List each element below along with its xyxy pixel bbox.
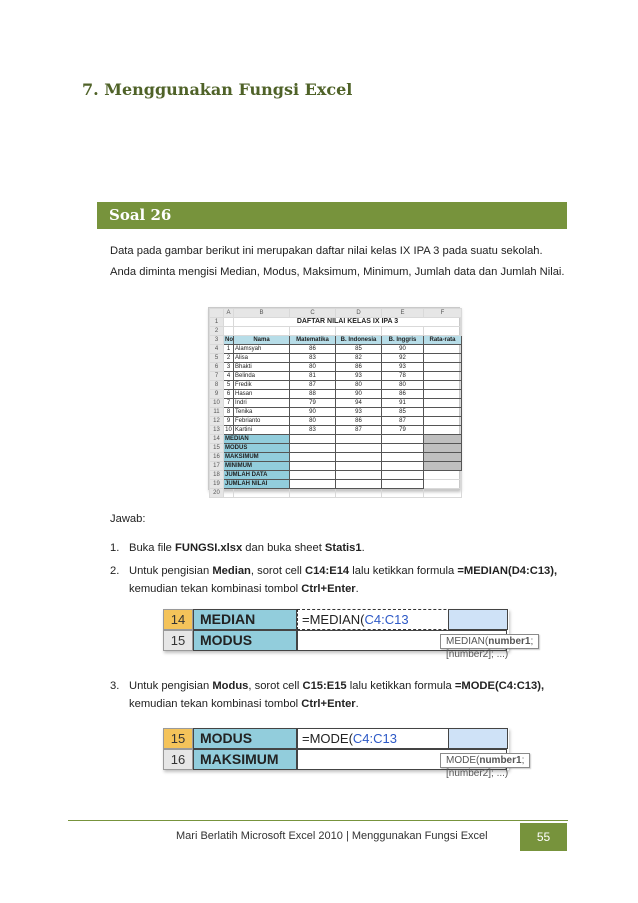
row-number: 8 — [210, 381, 224, 390]
cell-inggris: 85 — [382, 408, 424, 417]
row-number: 16 — [163, 749, 193, 770]
cell-no: 2 — [224, 354, 234, 363]
stat-value-cell — [336, 480, 382, 489]
stat-value-cell — [336, 444, 382, 453]
stat-value-cell — [336, 471, 382, 480]
stat-value-cell — [336, 435, 382, 444]
stat-row — [210, 453, 462, 462]
cell-indonesia: 80 — [336, 381, 382, 390]
stat-label: JUMLAH DATA — [224, 471, 290, 480]
cell-inggris: 91 — [382, 399, 424, 408]
cell-nama: Alamsyah — [234, 345, 290, 354]
stat-value-cell — [290, 462, 336, 471]
cell-indonesia: 82 — [336, 354, 382, 363]
row-number: 15 — [210, 444, 224, 453]
cell-indonesia: 87 — [336, 426, 382, 435]
cell-inggris: 80 — [382, 381, 424, 390]
cell-indonesia: 86 — [336, 363, 382, 372]
stat-value-cell — [290, 471, 336, 480]
stat-label: MODUS — [224, 444, 290, 453]
sheet-title: DAFTAR NILAI KELAS IX IPA 3 — [234, 318, 462, 327]
cell-no: 10 — [225, 427, 232, 433]
formula-cell — [297, 749, 525, 779]
median-label-cell: MEDIAN — [193, 609, 297, 630]
stat-label: MEDIAN — [224, 435, 290, 444]
cell-no: 4 — [224, 372, 234, 381]
header-inggris: B. Inggris — [382, 336, 424, 345]
rata-rata-stat-cell — [424, 462, 462, 471]
rata-rata-stat-cell — [424, 444, 462, 453]
cell-indonesia: 94 — [336, 399, 382, 408]
median-formula-cell: =MEDIAN(C4:C13 — [297, 609, 507, 630]
cell-no: 5 — [224, 381, 234, 390]
cell-no: 9 — [224, 417, 234, 426]
stat-value-cell — [336, 462, 382, 471]
cell-rata-rata — [424, 345, 462, 354]
cell-matematika: 88 — [290, 390, 336, 399]
row-number: 7 — [210, 372, 224, 381]
corner-cell — [210, 309, 224, 318]
stat-row — [210, 471, 462, 480]
column-letters-row — [210, 309, 462, 318]
table-row — [210, 372, 462, 381]
stat-value-cell — [382, 462, 424, 471]
maksimum-label-cell: MAKSIMUM — [193, 749, 297, 770]
stat-label: JUMLAH NILAI — [224, 480, 290, 489]
cell-rata-rata — [424, 390, 462, 399]
cell-matematika: 83 — [290, 426, 336, 435]
selected-range-cell — [448, 609, 508, 630]
step-3: 3. Untuk pengisian Modus, sorot cell C15:E15 lalu ketikkan formula =MODE(C4:C13), kemudian tekan kombinasi tombol Ctrl+Enter. — [110, 680, 545, 710]
table-row — [210, 345, 462, 354]
col-letter: E — [382, 309, 424, 318]
jawab-label: Jawab: — [110, 513, 146, 525]
stat-row — [210, 444, 462, 453]
row-number: 14 — [210, 435, 224, 444]
cell-matematika: 80 — [290, 363, 336, 372]
table-row — [210, 354, 462, 363]
modus-label-cell: MODUS — [193, 728, 297, 749]
stat-value-cell — [336, 453, 382, 462]
cell-indonesia: 90 — [336, 390, 382, 399]
stat-row — [210, 462, 462, 471]
cell-indonesia: 93 — [336, 372, 382, 381]
cell-no: 8 — [224, 408, 234, 417]
row-number: 17 — [210, 462, 224, 471]
cell-rata-rata — [424, 372, 462, 381]
cell-nama: Bhakti — [234, 363, 290, 372]
step-2: 2. Untuk pengisian Median, sorot cell C14:E14 lalu ketikkan formula =MEDIAN(D4:C13), kemudian tekan kombinasi tombol Ctrl+Enter. — [110, 565, 558, 595]
cell-no: 7 — [224, 399, 234, 408]
modus-formula-screenshot — [163, 728, 525, 779]
cell-indonesia: 93 — [336, 408, 382, 417]
page-number: 55 — [520, 823, 567, 851]
col-letter: F — [424, 309, 462, 318]
section-heading: 7. Menggunakan Fungsi Excel — [82, 80, 353, 99]
row-number: 18 — [210, 471, 224, 480]
stat-value-cell — [382, 435, 424, 444]
row-number: 12 — [210, 417, 224, 426]
table-row — [210, 363, 462, 372]
cell-rata-rata — [424, 417, 462, 426]
stat-value-cell — [382, 444, 424, 453]
stat-label: MAKSIMUM — [224, 453, 290, 462]
table-row — [210, 417, 462, 426]
header-no: No — [225, 337, 233, 343]
cell-inggris: 79 — [382, 426, 424, 435]
function-tooltip: MEDIAN(number1; [number2]; ...) — [440, 634, 539, 649]
footer-divider — [68, 820, 568, 821]
cell-inggris: 92 — [382, 354, 424, 363]
cell-rata-rata — [424, 408, 462, 417]
row-number: 19 — [210, 480, 224, 489]
cell-no: 6 — [224, 390, 234, 399]
table-row — [210, 381, 462, 390]
table-row — [210, 426, 462, 435]
header-indonesia: B. Indonesia — [336, 336, 382, 345]
cell-nama: Alisa — [234, 354, 290, 363]
cell-rata-rata — [424, 399, 462, 408]
function-tooltip: MODE(number1; [number2]; ...) — [440, 753, 530, 768]
cell-inggris: 78 — [382, 372, 424, 381]
steps-list — [110, 539, 570, 598]
col-letter: A — [224, 309, 234, 318]
cell-inggris: 93 — [382, 363, 424, 372]
row-number: 15 — [163, 728, 193, 749]
cell-nama: Febrianto — [234, 417, 290, 426]
cell-nama: Belinda — [234, 372, 290, 381]
spreadsheet-figure: A B C D E F 1 DAFTAR NILAI KELAS IX IPA 3 2 3 No Nama Matematika B. Indonesia B. Inggris Rata-rata 4 1 Alamsyah 86 85 90 5 2 Alisa 83 82 92 6 3 Bhakti 80 86 93 7 4 Belinda 81 93 78 8 5 Fredik 87 80 80 9 6 Hasan 88 90 86 10 7 Indri 79 94 91 11 8 Tenika 90 93 85 12 9 Febrianto 80 86 87 13 10 Kartini 83 87 79 14 MEDIAN 15 MODUS 16 MAKSIMUM 17 MINIMUM 18 JUMLAH DATA 19 JUMLAH NILAI 20 — [208, 307, 460, 490]
table-header-row: 3 No Nama Matematika B. Indonesia B. Inggris Rata-rata — [210, 336, 462, 345]
cell-matematika: 81 — [290, 372, 336, 381]
row-number: 6 — [210, 363, 224, 372]
header-nama: Nama — [234, 336, 290, 345]
selected-range-cell — [448, 728, 508, 749]
cell-nama: Hasan — [234, 390, 290, 399]
cell-nama: Tenika — [234, 408, 290, 417]
stat-value-cell — [290, 453, 336, 462]
stat-value-cell — [290, 444, 336, 453]
formula-cell — [297, 630, 534, 660]
cell-inggris: 90 — [382, 345, 424, 354]
row-number: 9 — [210, 390, 224, 399]
stat-value-cell — [290, 480, 336, 489]
row-number: 5 — [210, 354, 224, 363]
rata-rata-stat-cell — [424, 471, 462, 480]
cell-matematika: 90 — [290, 408, 336, 417]
modus-label-cell: MODUS — [193, 630, 297, 651]
stat-row — [210, 480, 462, 489]
stat-value-cell — [290, 435, 336, 444]
cell-inggris: 87 — [382, 417, 424, 426]
cell-matematika: 87 — [290, 381, 336, 390]
cell-indonesia: 86 — [336, 417, 382, 426]
cell-matematika: 83 — [290, 354, 336, 363]
stat-label: MINIMUM — [224, 462, 290, 471]
table-row — [210, 390, 462, 399]
row-number: 10 — [210, 399, 224, 408]
cell-matematika: 80 — [290, 417, 336, 426]
cell-no: 1 — [224, 345, 234, 354]
table-row — [210, 399, 462, 408]
cell-rata-rata — [424, 354, 462, 363]
cell-nama: Fredik — [234, 381, 290, 390]
rata-rata-stat-cell — [424, 435, 462, 444]
col-letter: D — [336, 309, 382, 318]
cell-inggris: 86 — [382, 390, 424, 399]
header-rata-rata: Rata-rata — [424, 336, 462, 345]
table-row — [210, 408, 462, 417]
row-number: 4 — [210, 345, 224, 354]
cell-matematika: 86 — [290, 345, 336, 354]
stat-row — [210, 435, 462, 444]
modus-formula-cell: =MODE(C4:C13 — [297, 728, 507, 749]
steps-list-continued — [110, 677, 570, 713]
row-number: 13 — [210, 426, 224, 435]
row-number: 14 — [163, 609, 193, 630]
cell-rata-rata — [424, 363, 462, 372]
stat-value-cell — [382, 471, 424, 480]
median-formula-screenshot — [163, 609, 534, 660]
rata-rata-stat-cell — [424, 480, 462, 489]
stat-value-cell — [382, 453, 424, 462]
cell-rata-rata — [424, 426, 462, 435]
step-1: 1. Buka file FUNGSI.xlsx dan buka sheet Statis1. — [110, 542, 365, 554]
soal-title-bar: Soal 26 — [97, 202, 567, 229]
rata-rata-stat-cell — [424, 453, 462, 462]
cell-nama: Kartini — [234, 426, 290, 435]
footer-text: Mari Berlatih Microsoft Excel 2010 | Menggunakan Fungsi Excel — [176, 830, 488, 842]
cell-no: 3 — [224, 363, 234, 372]
row-number: 15 — [163, 630, 193, 651]
header-matematika: Matematika — [290, 336, 336, 345]
intro-paragraph: Data pada gambar berikut ini merupakan daftar nilai kelas IX IPA 3 pada suatu sekolah. Anda diminta mengisi Median, Modus, Maksimum, Minimum, Jumlah data dan Jumlah Nilai. — [110, 245, 565, 278]
cell-matematika: 79 — [290, 399, 336, 408]
cell-indonesia: 85 — [336, 345, 382, 354]
stat-value-cell — [382, 480, 424, 489]
row-number: 11 — [210, 408, 224, 417]
col-letter: C — [290, 309, 336, 318]
cell-nama: Indri — [234, 399, 290, 408]
col-letter: B — [234, 309, 290, 318]
cell-rata-rata — [424, 381, 462, 390]
row-number: 16 — [210, 453, 224, 462]
